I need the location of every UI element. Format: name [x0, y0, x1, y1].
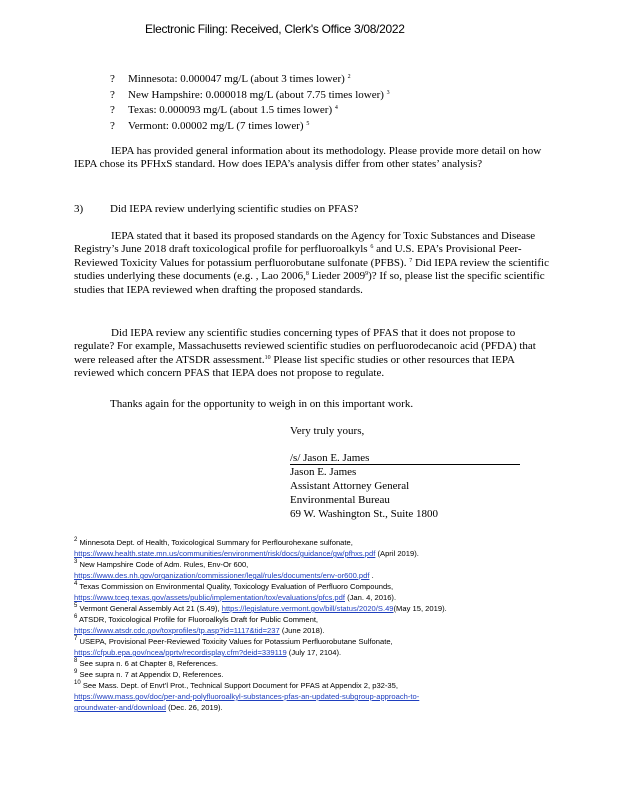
footnote-6-link-line: https://www.atsdr.cdc.gov/toxprofiles/tp.asp?id=1117&tid=237 (June 2018). [74, 626, 325, 635]
signer-name: Jason E. James [290, 466, 357, 478]
thanks-line: Thanks again for the opportunity to weigh in on this important work. [110, 398, 414, 410]
section-3-title: Did IEPA review underlying scientific studies on PFAS? [110, 203, 359, 215]
footnote-2: $^2$ Minnesota Dept. of Health, Toxicological Summary for Perflourohexane sulfonate, [74, 537, 353, 547]
footnote-9: $^9$ See supra n. 7 at Appendix D, References. [74, 669, 224, 679]
footnote-3: $^3$ New Hampshire Code of Adm. Rules, Env-Or 600, [74, 559, 249, 569]
closing: Very truly yours, [290, 425, 365, 437]
bullet-new-hampshire: ? New Hampshire: 0.000018 mg/L (about 7.75 times lower) $^3$ [110, 89, 390, 101]
footnote-10: $^{10}$ See Mass. Dept. of Envt’l Prot., Technical Support Document for PFAS at Appendix 2, p32-35, [74, 680, 398, 690]
signer-bureau: Environmental Bureau [290, 494, 390, 506]
signer-title: Assistant Attorney General [290, 480, 410, 492]
footnote-10-link[interactable]: https://www.mass.gov/doc/per-and-polyfluoroalkyl-substances-pfas-an-updated-subgroup-approach-to- [74, 692, 420, 701]
footnote-6-link[interactable]: https://www.atsdr.cdc.gov/toxprofiles/tp.asp?id=1117&tid=237 [74, 626, 280, 635]
bullet-texas: ? Texas: 0.000093 mg/L (about 1.5 times lower) $^4$ [110, 104, 338, 116]
footnote-3-link-line: https://www.des.nh.gov/organization/commissioner/legal/rules/documents/env-or600.pdf . [74, 571, 374, 580]
footnote-7: $^7$ USEPA, Provisional Peer-Reviewed Toxicity Values for Potassium Perfluorobutane Sulfonate, [74, 636, 393, 646]
footnote-5-link[interactable]: https://legislature.vermont.gov/bill/status/2020/S.49 [221, 604, 394, 613]
footnote-10-link-cont[interactable]: groundwater-and/download [74, 703, 167, 712]
bullet-vermont: ? Vermont: 0.00002 mg/L (7 times lower) $^5$ [110, 120, 310, 132]
paragraph-methodology: IEPA has provided general information about its methodology. Please provide more detail on how IEPA chose its PFHxS standard. How does IEPA’s analysis differ from other states’ analysis? [74, 145, 542, 171]
filing-header: Electronic Filing: Received, Clerk's Office 3/08/2022 [145, 22, 405, 36]
footnote-6: $^6$ ATSDR, Toxicological Profile for Fluoroalkyls Draft for Public Comment, [74, 614, 319, 624]
footnote-10-link-line-2: groundwater-and/download (Dec. 26, 2019). [74, 703, 223, 712]
footnote-7-link-line: https://cfpub.epa.gov/ncea/pprtv/recordisplay.cfm?deid=339119 (July 17, 2104). [74, 648, 342, 657]
footnote-4-link[interactable]: https://www.tceq.texas.gov/assets/public/implementation/tox/evaluations/pfcs.pdf [74, 593, 345, 602]
paragraph-unregulated-pfas: Did IEPA review any scientific studies concerning types of PFAS that it does not propose to regulate? For example, Massachusetts reviewed scientific studies on perfluorodecanoic acid (PFDA) that were released after the ATSDR assessment.$^{10}$ Please list specific studies or other resources that IEPA reviewed which concern PFAS that IEPA does not propose to regulate. [74, 327, 536, 380]
footnote-2-link[interactable]: https://www.health.state.mn.us/communities/environment/risk/docs/guidance/gw/pfhxs.pdf [74, 549, 376, 558]
signature: /s/ Jason E. James [290, 452, 370, 464]
footnote-7-link[interactable]: https://cfpub.epa.gov/ncea/pprtv/recordisplay.cfm?deid=339119 [74, 648, 287, 657]
footnote-3-link[interactable]: https://www.des.nh.gov/organization/commissioner/legal/rules/documents/env-or600.pdf [74, 571, 370, 580]
footnote-4: $^4$ Texas Commission on Environmental Quality, Toxicology Evaluation of Perfluoro Compounds, [74, 581, 394, 591]
footnote-8: $^8$ See supra n. 6 at Chapter 8, References. [74, 658, 218, 668]
footnote-2-link-line: https://www.health.state.mn.us/communities/environment/risk/docs/guidance/gw/pfhxs.pdf (April 2019). [74, 549, 419, 558]
footnote-10-link-line-1 [74, 692, 419, 702]
section-3-number: 3) [74, 203, 84, 215]
bullet-minnesota: ? Minnesota: 0.000047 mg/L (about 3 times lower) $^2$ [110, 73, 351, 85]
footnote-5: $^5$ Vermont General Assembly Act 21 (S.49), https://legislature.vermont.gov/bill/status/2020/S.49(May 15, 2019). [74, 603, 447, 613]
signer-address: 69 W. Washington St., Suite 1800 [290, 508, 439, 520]
paragraph-iepa-basis: IEPA stated that it based its proposed standards on the Agency for Toxic Substances and Disease Registry’s June 2018 draft toxicological profile for perfluoroalkyls $^6$ and U.S. EPA’s Provisional Peer-Reviewed Toxicity Values for potassium perfluorobutane sulfonate (PFBS). $^7$ Did IEPA review the scientific studies underlying these documents (e.g. , Lao 2006,$^8$ Lieder 2009$^9$)? If so, please list the specific scientific studies that IEPA reviewed when drafting the proposed standards. [74, 230, 549, 296]
footnote-4-link-line: https://www.tceq.texas.gov/assets/public/implementation/tox/evaluations/pfcs.pdf (Jan. 4, 2016). [74, 593, 397, 602]
